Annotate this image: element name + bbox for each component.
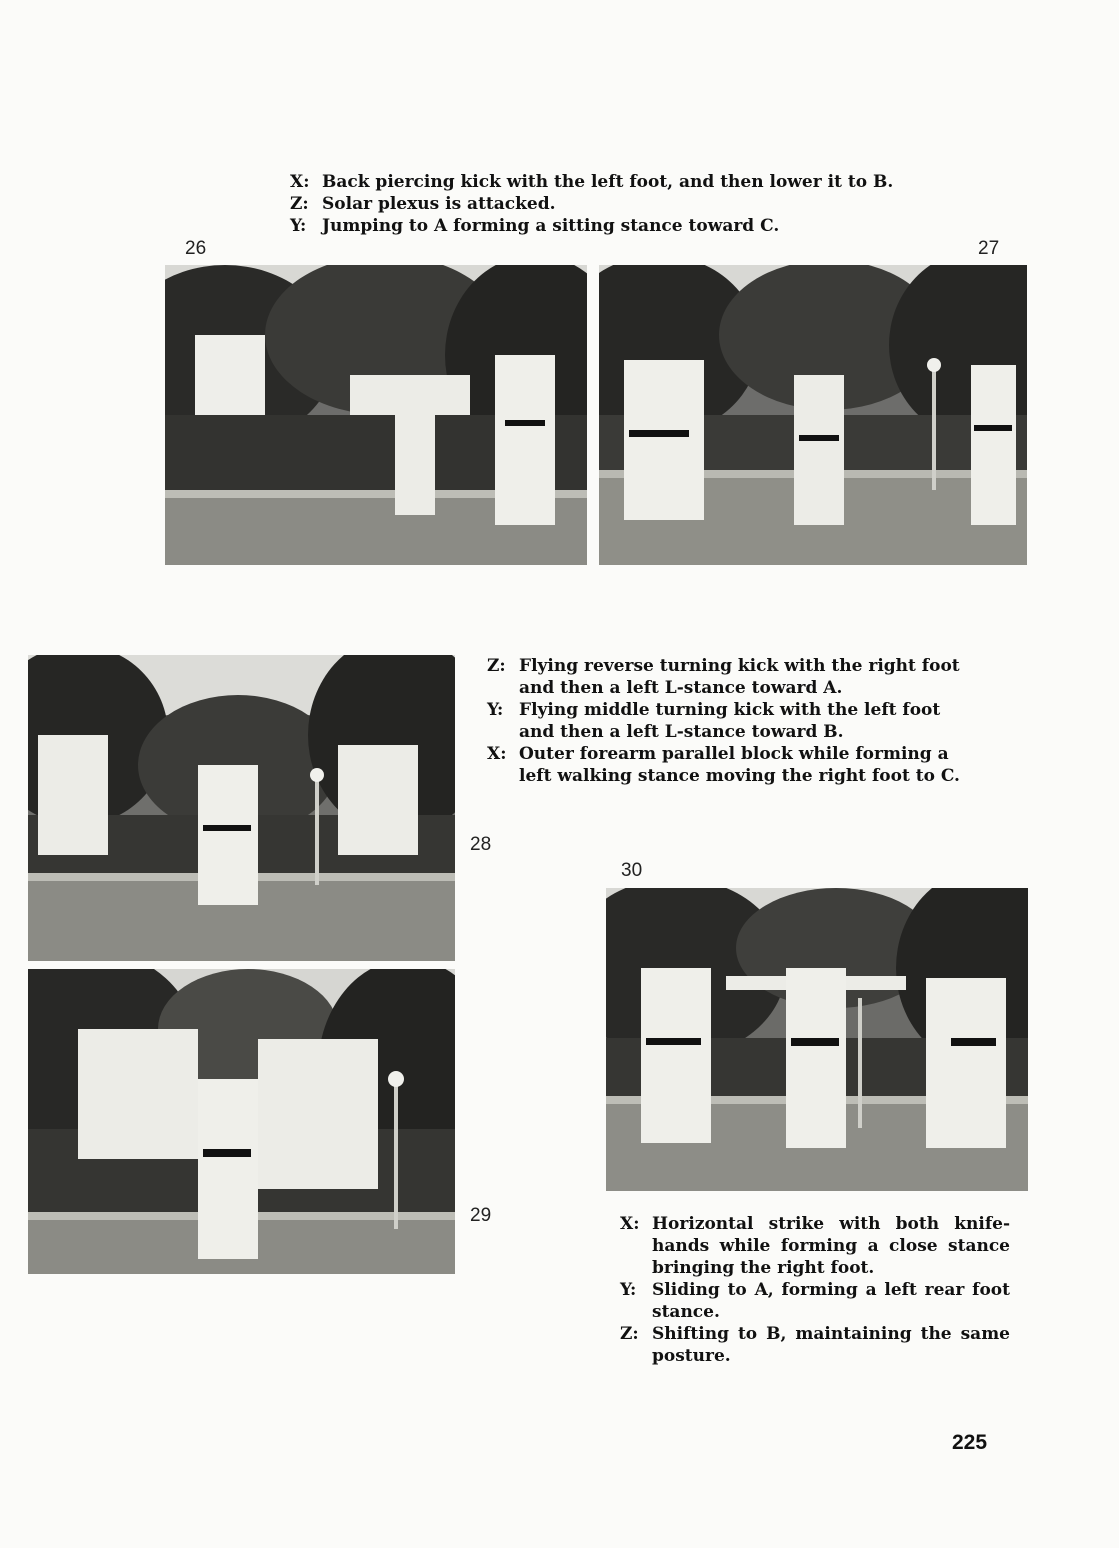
- figure-number-27: 27: [978, 238, 1000, 259]
- caption-line: Y: Flying middle turning kick with the left foot and then a left L-stance toward B.: [487, 700, 941, 742]
- middle-caption: [487, 655, 972, 787]
- bottom-caption: [620, 1213, 1010, 1367]
- photo-30: [606, 888, 1028, 1191]
- caption-line: X: Back piercing kick with the left foot, and then lower it to B.: [290, 172, 894, 192]
- caption-line: Z: Shifting to B, maintaining the same posture.: [620, 1324, 1010, 1366]
- caption-line: Y: Sliding to A, forming a left rear foot stance.: [620, 1280, 1010, 1322]
- page-number: 225: [952, 1431, 988, 1454]
- figure-number-26: 26: [185, 238, 207, 259]
- photo-26: [165, 265, 587, 565]
- caption-line: Z: Solar plexus is attacked.: [290, 194, 556, 214]
- figure-number-30: 30: [621, 860, 643, 881]
- photo-27: [599, 265, 1027, 565]
- photo-29: [28, 969, 455, 1274]
- figure-number-29: 29: [470, 1205, 492, 1226]
- figure-number-28: 28: [470, 834, 492, 855]
- caption-line: X: Horizontal strike with both knife-hands while forming a close stance bringing the right foot.: [620, 1214, 1010, 1278]
- caption-line: Z: Flying reverse turning kick with the right foot and then a left L-stance toward A.: [487, 656, 960, 698]
- photo-28: [28, 655, 455, 961]
- top-caption: [290, 171, 930, 237]
- caption-line: Y: Jumping to A forming a sitting stance toward C.: [290, 216, 780, 236]
- caption-line: X: Outer forearm parallel block while forming a left walking stance moving the right foot to C.: [487, 744, 960, 786]
